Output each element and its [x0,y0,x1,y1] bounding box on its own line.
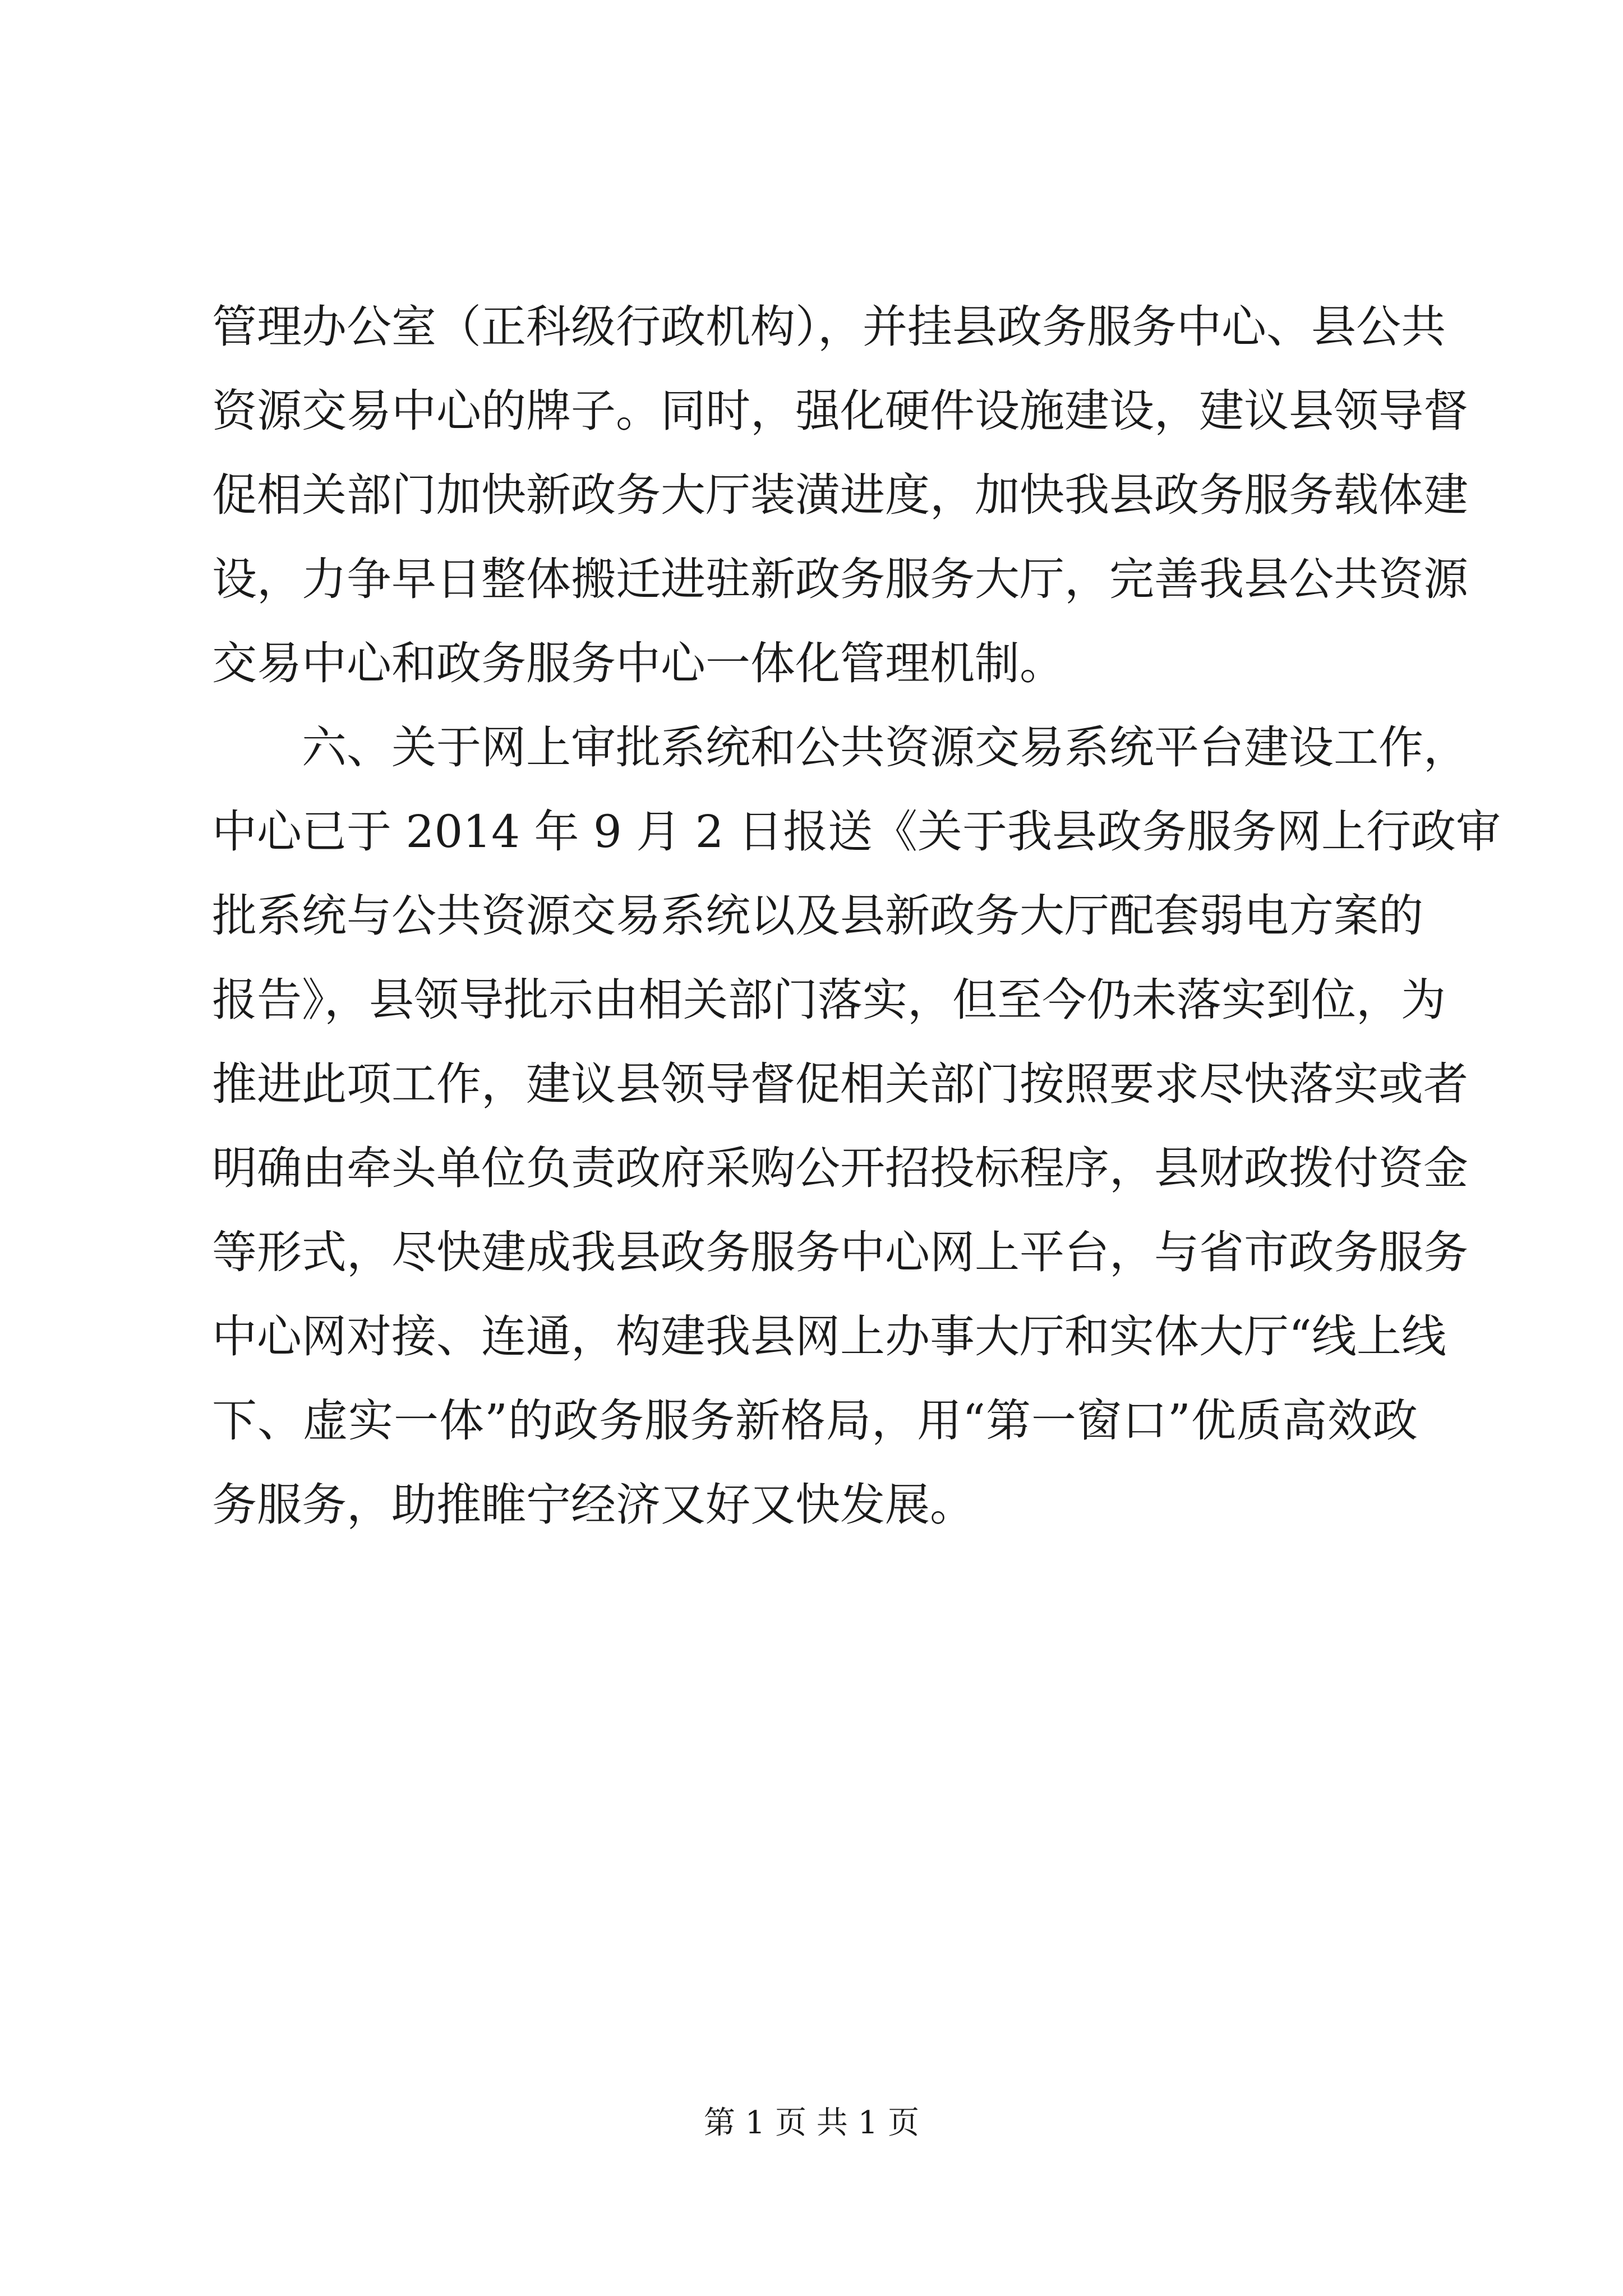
text-line: 资源交易中心的牌子。同时，强化硬件设施建设，建议县领导督 [212,385,1468,437]
text-line: 报告》，县领导批示由相关部门落实，但至今仍未落实到位，为 [212,974,1446,1026]
text-line: 批系统与公共资源交易系统以及县新政务大厅配套弱电方案的 [212,890,1423,942]
text-line: 推进此项工作，建议县领导督促相关部门按照要求尽快落实或者 [212,1058,1468,1110]
text-line: 设，力争早日整体搬迁进驻新政务服务大厅，完善我县公共资源 [212,553,1468,605]
text-line: 促相关部门加快新政务大厅装潢进度，加快我县政务服务载体建 [212,469,1468,521]
text-line: 中心已于 2014 年 9 月 2 日报送《关于我县政务服务网上行政审 [212,806,1501,858]
paragraph-1 [212,285,1468,706]
document-body [212,285,1501,1547]
text-line: 中心网对接、连通，构建我县网上办事大厅和实体大厅“线上线 [212,1310,1446,1363]
paragraph-2 [212,706,1501,1547]
text-line: 六、关于网上审批系统和公共资源交易系统平台建设工作， [302,721,1468,774]
page-number: 第 1 页 共 1 页 [703,2105,920,2141]
text-line: 明确由牵头单位负责政府采购公开招投标程序，县财政拨付资金 [212,1142,1468,1194]
text-line: 等形式，尽快建成我县政务服务中心网上平台，与省市政务服务 [212,1226,1468,1278]
text-line: 管理办公室（正科级行政机构），并挂县政务服务中心、县公共 [212,301,1446,353]
text-line: 交易中心和政务服务中心一体化管理机制。 [212,637,1064,689]
text-line: 务服务，助推睢宁经济又好又快发展。 [212,1479,975,1531]
text-line: 下、虚实一体”的政务服务新格局，用“第一窗口”优质高效政 [212,1395,1418,1447]
page-footer [0,2098,1623,2143]
